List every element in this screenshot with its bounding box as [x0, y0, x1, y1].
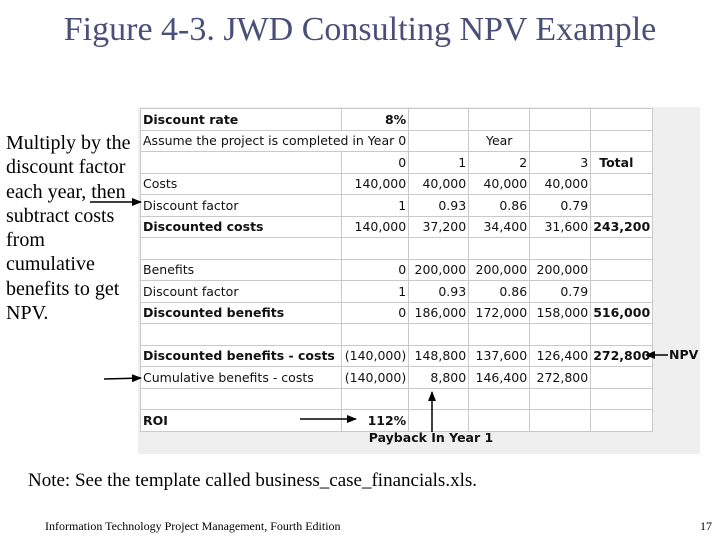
row-value: 186,000 [409, 302, 469, 324]
arrow-to-cumulative [104, 378, 141, 379]
row-value: 200,000 [409, 259, 469, 281]
row-label: Discount factor [141, 195, 342, 217]
note-text: Note: See the template called business_case_financials.xls. [28, 470, 477, 491]
row-value: 0.79 [530, 281, 591, 303]
row-value: 0.86 [469, 281, 530, 303]
row-value: 272,800 [530, 367, 591, 389]
total-header: Total [591, 152, 653, 174]
footer-text: Information Technology Project Management, Fourth Edition [45, 519, 341, 533]
row-value: 0.93 [409, 281, 469, 303]
row-label: Discounted costs [141, 216, 342, 238]
page-number: 17 [700, 519, 712, 533]
side-note: Multiply by the discount factor each year, then subtract costs from cumulative benefits to get NPV. [6, 132, 131, 325]
year-header: 2 [469, 152, 530, 174]
row-value: 126,400 [530, 345, 591, 367]
row-label: Benefits [141, 259, 342, 281]
row-value: 31,600 [530, 216, 591, 238]
row-value: 137,600 [469, 345, 530, 367]
row-value: 200,000 [530, 259, 591, 281]
row-value: 37,200 [409, 216, 469, 238]
row-value: 146,400 [469, 367, 530, 389]
year-header: 3 [530, 152, 591, 174]
payback-label: Payback In Year 1 [368, 430, 494, 445]
row-total: 272,800 [591, 345, 653, 367]
row-value: 34,400 [469, 216, 530, 238]
row-label: Discount factor [141, 281, 342, 303]
row-value: 40,000 [409, 173, 469, 195]
row-value: 0 [341, 259, 409, 281]
row-label: Discounted benefits [141, 302, 342, 324]
row-label: ROI [141, 410, 342, 432]
row-value: 0.79 [530, 195, 591, 217]
row-value: 148,800 [409, 345, 469, 367]
row-value: 112% [341, 410, 409, 432]
row-value: 140,000 [341, 173, 409, 195]
row-value: 140,000 [341, 216, 409, 238]
row-value: 172,000 [469, 302, 530, 324]
row-value: 0.86 [469, 195, 530, 217]
row-value: (140,000) [341, 345, 409, 367]
year-header: 1 [409, 152, 469, 174]
assumption-label: Assume the project is completed in Year 0 [141, 130, 409, 152]
npv-label: NPV [669, 347, 699, 362]
year-label: Year [469, 130, 530, 152]
discount-rate-value: 8% [341, 109, 409, 131]
row-value: 158,000 [530, 302, 591, 324]
row-value: 0.93 [409, 195, 469, 217]
row-value: 1 [341, 281, 409, 303]
row-label: Discounted benefits - costs [141, 345, 342, 367]
row-label: Cumulative benefits - costs [141, 367, 342, 389]
row-total: 516,000 [591, 302, 653, 324]
year-header: 0 [341, 152, 409, 174]
row-value: (140,000) [341, 367, 409, 389]
row-value: 40,000 [530, 173, 591, 195]
row-value: 1 [341, 195, 409, 217]
row-total: 243,200 [591, 216, 653, 238]
row-value: 40,000 [469, 173, 530, 195]
row-value: 0 [341, 302, 409, 324]
slide-title: Figure 4-3. JWD Consulting NPV Example [63, 11, 657, 48]
row-label: Costs [141, 173, 342, 195]
discount-rate-label: Discount rate [141, 109, 342, 131]
row-value: 8,800 [409, 367, 469, 389]
row-value: 200,000 [469, 259, 530, 281]
